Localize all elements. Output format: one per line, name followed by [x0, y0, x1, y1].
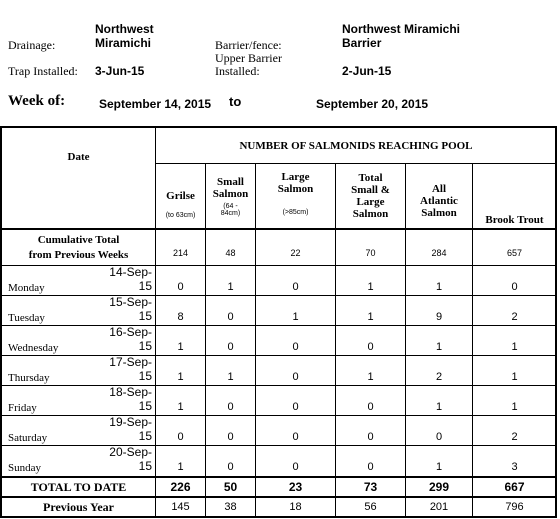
cumulative-small-salmon: 48 — [225, 247, 236, 258]
row-day: Friday — [8, 402, 37, 414]
date-column-header: Date — [67, 151, 90, 163]
row-value-total-small-large: 1 — [367, 311, 374, 323]
row-value-all-atlantic: 1 — [435, 341, 443, 353]
row-value-large-salmon: 0 — [292, 371, 299, 383]
row-value-all-atlantic: 0 — [435, 431, 443, 443]
row-value-grilse: 0 — [177, 281, 184, 293]
row-day: Tuesday — [8, 312, 45, 324]
barrier-installed-value: 2-Jun-15 — [342, 64, 392, 78]
total-brook-trout: 667 — [504, 479, 525, 494]
row-value-grilse: 1 — [177, 461, 184, 473]
row-value-all-atlantic: 2 — [435, 371, 443, 383]
row-value-total-small-large: 0 — [367, 401, 374, 413]
total-grilse: 226 — [170, 479, 191, 494]
row-value-grilse: 1 — [177, 401, 184, 413]
row-value-small-salmon: 0 — [227, 311, 234, 323]
week-start: September 14, 2015 — [99, 97, 212, 111]
cumulative-grilse: 214 — [172, 247, 189, 258]
row-date-line1: 19-Sep- — [109, 415, 152, 429]
total-label: TOTAL TO DATE — [30, 479, 127, 494]
row-value-brook-trout: 2 — [511, 431, 518, 443]
barrier-value-line1: Northwest Miramichi — [342, 22, 461, 36]
row-value-small-salmon: 1 — [227, 281, 234, 293]
row-value-large-salmon: 0 — [292, 431, 299, 443]
group-header: NUMBER OF SALMONIDS REACHING POOL — [239, 139, 473, 152]
row-value-small-salmon: 0 — [227, 401, 234, 413]
salmonid-table — [0, 126, 557, 518]
row-value-large-salmon: 0 — [292, 281, 299, 293]
row-value-all-atlantic: 1 — [435, 401, 443, 413]
row-day: Thursday — [8, 372, 50, 384]
row-date-line2: 15 — [138, 369, 152, 383]
row-value-small-salmon: 0 — [227, 461, 234, 473]
row-value-all-atlantic: 9 — [435, 311, 443, 323]
row-value-total-small-large: 1 — [367, 371, 374, 383]
previous-small-salmon: 38 — [224, 500, 237, 513]
previous-all-atlantic: 201 — [429, 500, 449, 513]
row-date-line1: 16-Sep- — [109, 325, 152, 339]
row-date-line2: 15 — [138, 459, 152, 473]
trap-installed-value: 3-Jun-15 — [95, 64, 145, 78]
drainage-value-line1: Northwest — [95, 22, 154, 36]
week-to: to — [229, 94, 242, 109]
row-value-large-salmon: 0 — [292, 401, 299, 413]
total-all-atlantic: 299 — [428, 479, 450, 494]
row-value-total-small-large: 0 — [367, 461, 374, 473]
row-date-line2: 15 — [138, 339, 152, 353]
col-header-all-atlantic: All Atlantic Salmon — [420, 183, 458, 219]
row-value-large-salmon: 0 — [292, 341, 299, 353]
row-day: Sunday — [8, 462, 41, 474]
row-date-line1: 20-Sep- — [109, 445, 152, 459]
row-value-brook-trout: 3 — [511, 461, 518, 473]
row-date-line2: 15 — [138, 309, 152, 323]
week-end: September 20, 2015 — [316, 97, 429, 111]
col-header-small-salmon: Small Salmon (64 - 84cm) — [212, 175, 249, 217]
row-day: Monday — [8, 282, 45, 294]
row-value-total-small-large: 0 — [367, 341, 374, 353]
row-value-grilse: 8 — [177, 311, 184, 323]
row-date-line2: 15 — [138, 399, 152, 413]
total-large-salmon: 23 — [288, 479, 303, 494]
row-date-line1: 17-Sep- — [109, 355, 152, 369]
row-day: Saturday — [8, 432, 48, 444]
drainage-value-line2: Miramichi — [95, 36, 152, 50]
row-value-small-salmon: 0 — [227, 431, 234, 443]
row-value-grilse: 1 — [177, 341, 184, 353]
row-date-line2: 15 — [138, 429, 152, 443]
row-date-line2: 15 — [138, 279, 152, 293]
cumulative-label: Cumulative Total from Previous Weeks — [28, 233, 129, 261]
week-of-label: Week of: — [8, 93, 66, 109]
col-header-grilse: Grilse (to 63cm) — [165, 189, 196, 219]
previous-year-label: Previous Year — [43, 499, 114, 514]
barrier-value-line2: Barrier — [342, 36, 382, 50]
total-small-salmon: 50 — [223, 479, 238, 494]
barrier-label-line2: Upper Barrier — [215, 51, 282, 65]
row-value-large-salmon: 0 — [292, 461, 299, 473]
previous-total-small-large: 56 — [364, 500, 377, 513]
row-value-brook-trout: 1 — [511, 371, 518, 383]
col-header-brook-trout: Brook Trout — [485, 214, 544, 226]
row-value-total-small-large: 0 — [367, 431, 374, 443]
row-value-brook-trout: 0 — [511, 281, 518, 293]
row-value-brook-trout: 1 — [511, 401, 518, 413]
row-day: Wednesday — [8, 342, 59, 354]
row-value-all-atlantic: 1 — [435, 281, 443, 293]
row-value-grilse: 1 — [177, 371, 184, 383]
col-header-large-salmon: Large Salmon (>85cm) — [277, 170, 314, 216]
cumulative-brook-trout: 657 — [506, 247, 523, 258]
row-value-small-salmon: 1 — [227, 371, 234, 383]
row-value-small-salmon: 0 — [227, 341, 234, 353]
row-value-large-salmon: 1 — [292, 311, 299, 323]
cumulative-total-small-large: 70 — [365, 247, 376, 258]
row-date-line1: 14-Sep- — [109, 265, 152, 279]
drainage-label: Drainage: — [8, 38, 56, 52]
barrier-label-line3: Installed: — [215, 64, 260, 78]
row-value-brook-trout: 2 — [511, 311, 518, 323]
trap-installed-label: Trap Installed: — [8, 64, 78, 78]
row-value-brook-trout: 1 — [511, 341, 518, 353]
cumulative-all-atlantic: 284 — [431, 247, 447, 258]
row-value-all-atlantic: 1 — [435, 461, 443, 473]
row-value-total-small-large: 1 — [367, 281, 374, 293]
cumulative-large-salmon: 22 — [290, 247, 301, 258]
col-header-total-small-large: Total Small & Large Salmon — [351, 172, 390, 220]
previous-grilse: 145 — [171, 500, 190, 513]
row-value-grilse: 0 — [177, 431, 184, 443]
previous-brook-trout: 796 — [505, 500, 524, 513]
row-date-line1: 15-Sep- — [109, 295, 152, 309]
previous-large-salmon: 18 — [289, 500, 302, 513]
total-total-small-large: 73 — [363, 479, 378, 494]
barrier-label-line1: Barrier/fence: — [215, 38, 282, 52]
row-date-line1: 18-Sep- — [109, 385, 152, 399]
